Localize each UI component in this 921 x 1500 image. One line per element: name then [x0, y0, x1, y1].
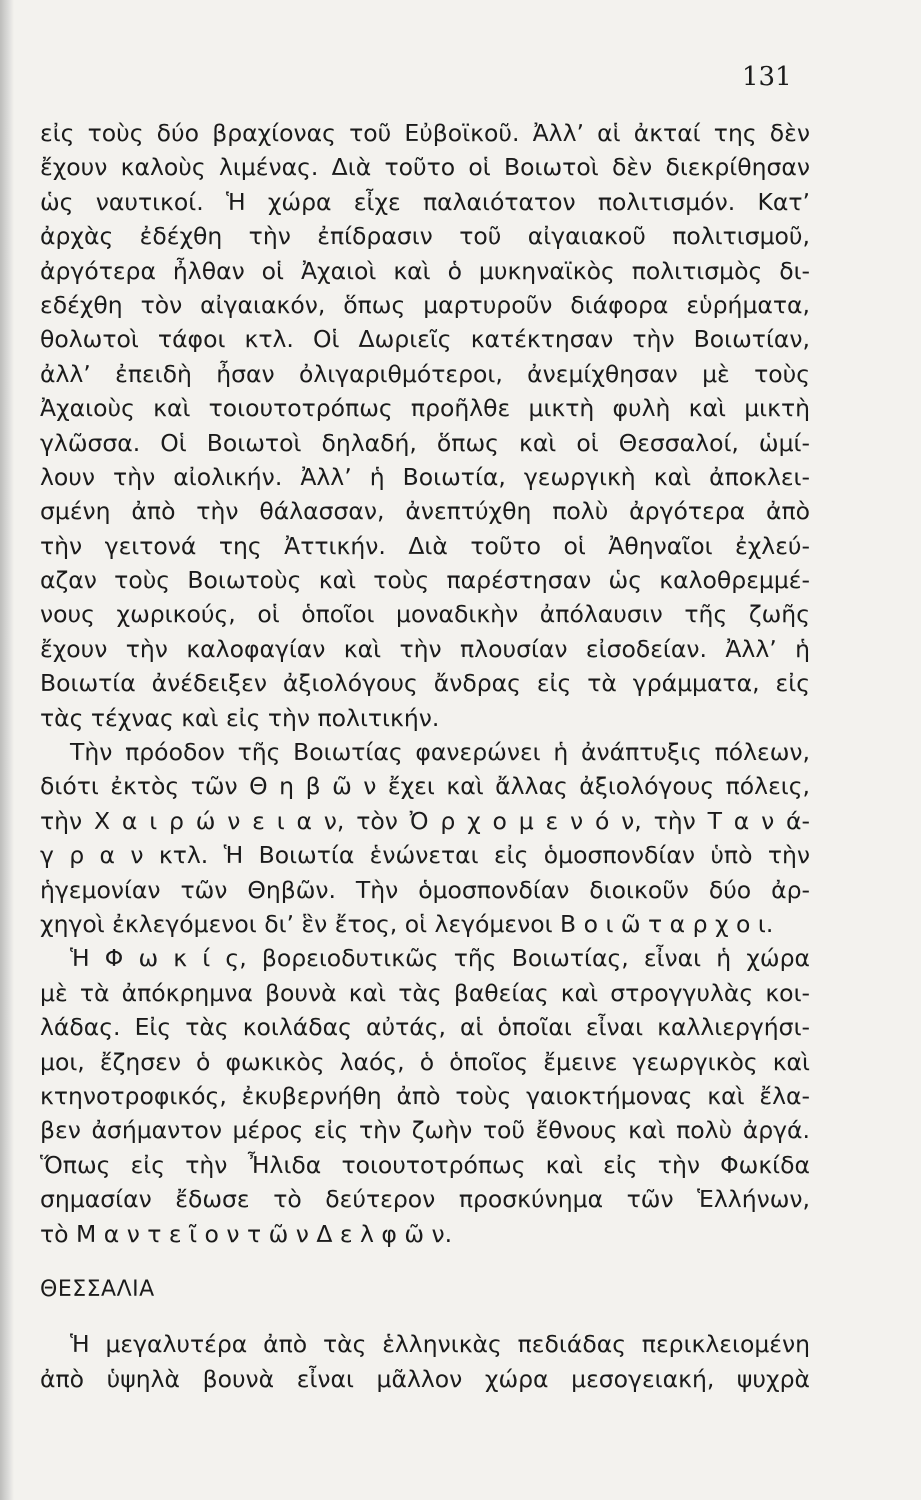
text-line: τὴν Χ α ι ρ ώ ν ε ι α ν, τὸν Ὀ ρ χ ο μ ε ν ό ν, τὴν Τ α ν ά- — [40, 806, 810, 835]
text-line: σμένη ἀπὸ τὴν θάλασσαν, ἀνεπτύχθη πολὺ ἀργότερα ἀπὸ — [40, 497, 810, 526]
text-line: ἡγεμονίαν τῶν Θηβῶν. Τὴν ὁμοσπονδίαν διοικοῦν δύο ἀρ- — [40, 875, 810, 904]
text-line: διότι ἐκτὸς τῶν Θ η β ῶ ν ἔχει καὶ ἄλλας ἀξιολόγους πόλεις, — [40, 772, 810, 801]
text-line: λάδας. Εἰς τὰς κοιλάδας αὐτάς, αἱ ὁποῖαι εἶναι καλλιεργήσι- — [40, 1013, 810, 1042]
text-line: θολωτοὶ τάφοι κτλ. Οἱ Δωριεῖς κατέκτησαν τὴν Βοιωτίαν, — [40, 325, 810, 354]
text-line: ἀρχὰς ἐδέχθη τὴν ἐπίδρασιν τοῦ αἰγαιακοῦ πολιτισμοῦ, — [40, 222, 810, 251]
text-line: Ὅπως εἰς τὴν Ἦλιδα τοιουτοτρόπως καὶ εἰς τὴν Φωκίδα — [40, 1150, 810, 1179]
text-line: ἔχουν τὴν καλοφαγίαν καὶ τὴν πλουσίαν εἰσοδείαν. Ἀλλʼ ἡ — [40, 634, 810, 663]
paragraph-thessaly — [40, 1327, 810, 1396]
page-gutter-shadow — [0, 0, 14, 1500]
paragraph-boeotia-history — [40, 116, 810, 735]
section-heading: ΘΕΣΣΑΛΙΑ — [40, 1276, 155, 1302]
paragraph-boeotia-cities — [40, 735, 810, 941]
text-line: Τὴν πρόοδον τῆς Βοιωτίας φανερώνει ἡ ἀνάπτυξις πόλεων, — [70, 738, 810, 767]
page-number: 131 — [742, 62, 792, 92]
text-line: ἔχουν καλοὺς λιμένας. Διὰ τοῦτο οἱ Βοιωτοὶ δὲν διεκρίθησαν — [40, 153, 810, 182]
text-line: τὴν γειτονά της Ἀττικήν. Διὰ τοῦτο οἱ Ἀθηναῖοι ἐχλεύ- — [40, 531, 810, 560]
paragraph-phocis — [40, 941, 810, 1251]
text-line: γλῶσσα. Οἱ Βοιωτοὶ δηλαδή, ὅπως καὶ οἱ Θεσσαλοί, ὡμί- — [40, 428, 810, 457]
text-line: μὲ τὰ ἀπόκρημνα βουνὰ καὶ τὰς βαθείας καὶ στρογγυλὰς κοι- — [40, 978, 810, 1007]
text-line: εδέχθη τὸν αἰγαιακόν, ὅπως μαρτυροῦν διάφορα εὑρήματα, — [40, 290, 810, 319]
text-line: ἀργότερα ἦλθαν οἱ Ἀχαιοὶ καὶ ὁ μυκηναϊκὸς πολιτισμὸς δι- — [40, 256, 810, 285]
text-line: μοι, ἔζησεν ὁ φωκικὸς λαός, ὁ ὁποῖος ἔμεινε γεωργικὸς καὶ — [40, 1047, 810, 1076]
text-line: κτηνοτροφικός, ἐκυβερνήθη ἀπὸ τοὺς γαιοκτήμονας καὶ ἔλα- — [40, 1081, 810, 1110]
text-line: τὰς τέχνας καὶ εἰς τὴν πολιτικήν. — [40, 703, 440, 732]
text-line: νους χωρικούς, οἱ ὁποῖοι μοναδικὴν ἀπόλαυσιν τῆς ζωῆς — [40, 600, 810, 629]
text-line: ἀπὸ ὑψηλὰ βουνὰ εἶναι μᾶλλον χώρα μεσογειακή, ψυχρὰ — [40, 1364, 810, 1393]
body-text — [40, 116, 810, 1396]
text-line: εἰς τοὺς δύο βραχίονας τοῦ Εὐβοϊκοῦ. Ἀλλʼ αἱ ἀκταί της δὲν — [40, 119, 810, 147]
text-line: λουν τὴν αἰολικήν. Ἀλλʼ ἡ Βοιωτία, γεωργικὴ καὶ ἀποκλει- — [40, 462, 810, 491]
text-line: τὸ Μ α ν τ ε ῖ ο ν τ ῶ ν Δ ε λ φ ῶ ν. — [40, 1219, 453, 1248]
text-line: αζαν τοὺς Βοιωτοὺς καὶ τοὺς παρέστησαν ὡς καλοθρεμμέ- — [40, 566, 810, 595]
text-line: ὡς ναυτικοί. Ἡ χώρα εἶχε παλαιότατον πολιτισμόν. Κατʼ — [40, 187, 810, 216]
text-line: Βοιωτία ἀνέδειξεν ἀξιολόγους ἄνδρας εἰς τὰ γράμματα, εἰς — [40, 669, 810, 698]
text-line: Ἡ μεγαλυτέρα ἀπὸ τὰς ἑλληνικὰς πεδιάδας περικλειομένη — [70, 1330, 810, 1359]
text-line: Ἡ Φ ω κ ί ς, βορειοδυτικῶς τῆς Βοιωτίας, εἶναι ἡ χώρα — [70, 944, 810, 973]
text-line: γ ρ α ν κτλ. Ἡ Βοιωτία ἑνώνεται εἰς ὁμοσπονδίαν ὑπὸ τὴν — [40, 841, 810, 870]
text-line: χηγοὶ ἐκλεγόμενοι διʼ ἓν ἔτος, οἱ λεγόμενοι Β ο ι ῶ τ α ρ χ ο ι. — [40, 909, 774, 938]
text-line: βεν ἀσήμαντον μέρος εἰς τὴν ζωὴν τοῦ ἔθνους καὶ πολὺ ἀργά. — [40, 1116, 810, 1145]
text-line: Ἀχαιοὺς καὶ τοιουτοτρόπως προῆλθε μικτὴ φυλὴ καὶ μικτὴ — [40, 394, 810, 423]
text-line: ἀλλʼ ἐπειδὴ ἦσαν ὀλιγαριθμότεροι, ἀνεμίχθησαν μὲ τοὺς — [40, 359, 810, 388]
text-line: σημασίαν ἔδωσε τὸ δεύτερον προσκύνημα τῶν Ἑλλήνων, — [40, 1185, 810, 1214]
